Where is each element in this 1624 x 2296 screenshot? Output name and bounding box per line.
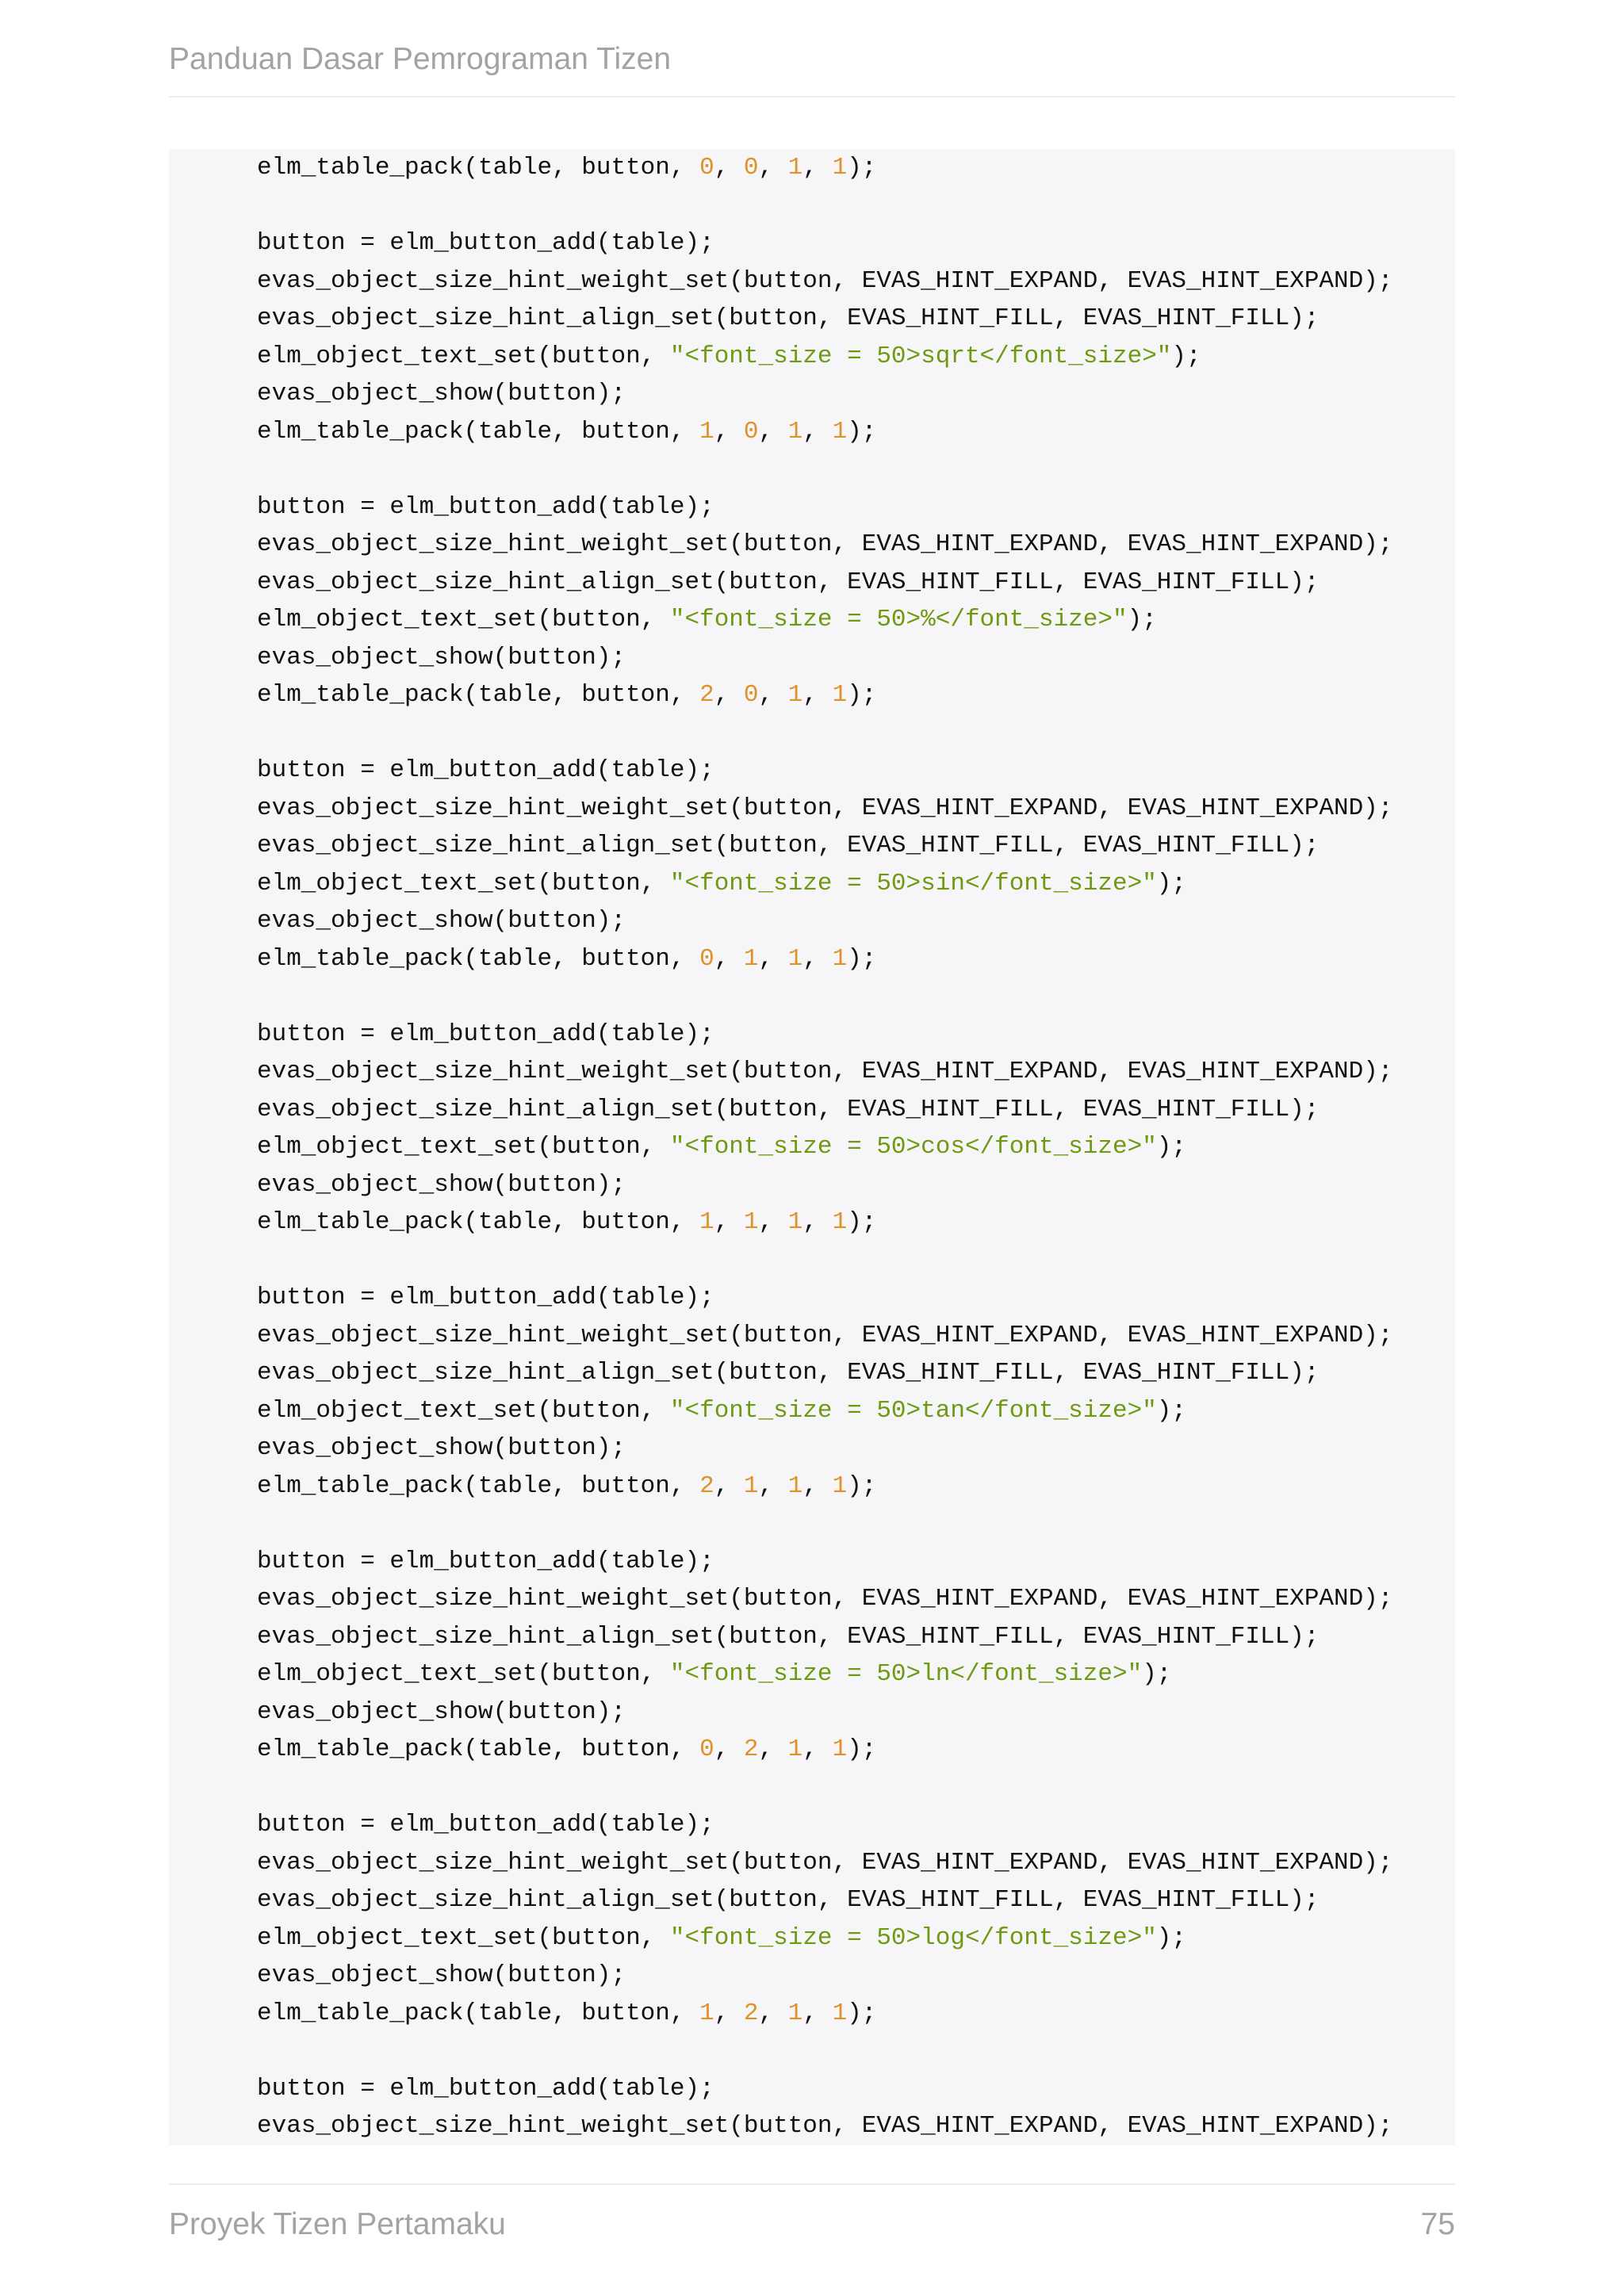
code-line xyxy=(257,1505,1392,1543)
code-line: elm_table_pack(table, button, 0, 2, 1, 1); xyxy=(257,1735,877,1763)
footer-divider xyxy=(169,2183,1455,2185)
code-number-literal: 1 xyxy=(787,1999,803,2027)
footer-book-title: Proyek Tizen Pertamaku xyxy=(169,2207,506,2241)
code-number-literal: 1 xyxy=(787,417,803,446)
code-line: evas_object_size_hint_weight_set(button, EVAS_HINT_EXPAND, EVAS_HINT_EXPAND); xyxy=(257,1848,1393,1877)
code-line: button = elm_button_add(table); xyxy=(257,1811,714,1839)
code-line: button = elm_button_add(table); xyxy=(257,1284,714,1311)
code-line: evas_object_show(button); xyxy=(257,907,626,935)
code-line: evas_object_size_hint_align_set(button, EVAS_HINT_FILL, EVAS_HINT_FILL); xyxy=(257,1622,1320,1651)
code-line xyxy=(257,187,1392,225)
code-line: elm_object_text_set(button, "<font_size = 50>sqrt</font_size>"); xyxy=(257,342,1201,370)
code-line xyxy=(257,450,1392,488)
page-number: 75 xyxy=(1420,2207,1455,2241)
code-line: evas_object_show(button); xyxy=(257,1961,626,1989)
code-line: evas_object_show(button); xyxy=(257,643,626,672)
code-number-literal: 1 xyxy=(743,1208,759,1236)
code-number-literal: 2 xyxy=(699,681,714,709)
code-number-literal: 0 xyxy=(743,681,759,709)
code-line: elm_object_text_set(button, "<font_size = 50>ln</font_size>"); xyxy=(257,1660,1172,1688)
code-line xyxy=(257,1769,1392,1807)
code-number-literal: 2 xyxy=(743,1999,759,2027)
code-line xyxy=(257,978,1392,1016)
code-line: button = elm_button_add(table); xyxy=(257,229,714,257)
code-line xyxy=(257,2032,1392,2070)
code-number-literal: 2 xyxy=(699,1471,714,1500)
code-line: button = elm_button_add(table); xyxy=(257,1547,714,1575)
code-line: evas_object_size_hint_align_set(button, EVAS_HINT_FILL, EVAS_HINT_FILL); xyxy=(257,1886,1320,1914)
code-line: evas_object_show(button); xyxy=(257,380,626,408)
code-string-literal: "<font_size = 50>cos</font_size>" xyxy=(669,1133,1157,1161)
code-line: elm_table_pack(table, button, 1, 2, 1, 1); xyxy=(257,1999,877,2027)
code-line: elm_object_text_set(button, "<font_size = 50>%</font_size>"); xyxy=(257,606,1157,633)
code-string-literal: "<font_size = 50>%</font_size>" xyxy=(669,606,1128,633)
code-line: elm_object_text_set(button, "<font_size = 50>sin</font_size>"); xyxy=(257,869,1187,897)
code-number-literal: 1 xyxy=(787,1208,803,1236)
code-number-literal: 0 xyxy=(699,154,714,182)
code-number-literal: 1 xyxy=(832,417,848,446)
code-line: button = elm_button_add(table); xyxy=(257,1020,714,1048)
code-number-literal: 1 xyxy=(832,1471,848,1500)
code-block xyxy=(169,149,1455,2145)
code-line: elm_object_text_set(button, "<font_size = 50>tan</font_size>"); xyxy=(257,1396,1187,1425)
code-line: elm_table_pack(table, button, 2, 1, 1, 1); xyxy=(257,1471,877,1500)
code-number-literal: 0 xyxy=(743,417,759,446)
code-line: button = elm_button_add(table); xyxy=(257,756,714,784)
code-line: elm_object_text_set(button, "<font_size = 50>log</font_size>"); xyxy=(257,1923,1187,1952)
code-line: evas_object_size_hint_align_set(button, EVAS_HINT_FILL, EVAS_HINT_FILL); xyxy=(257,568,1320,596)
code-line: evas_object_size_hint_align_set(button, EVAS_HINT_FILL, EVAS_HINT_FILL); xyxy=(257,1359,1320,1387)
code-lines xyxy=(257,149,1392,2145)
code-number-literal: 1 xyxy=(699,417,714,446)
code-line: button = elm_button_add(table); xyxy=(257,492,714,521)
code-number-literal: 1 xyxy=(832,1208,848,1236)
code-line: evas_object_show(button); xyxy=(257,1697,626,1726)
code-number-literal: 1 xyxy=(787,1471,803,1500)
page-header-title: Panduan Dasar Pemrograman Tizen xyxy=(169,42,672,76)
code-number-literal: 1 xyxy=(832,1999,848,2027)
code-number-literal: 1 xyxy=(787,1735,803,1763)
code-line xyxy=(257,1242,1392,1280)
code-line: evas_object_size_hint_weight_set(button, EVAS_HINT_EXPAND, EVAS_HINT_EXPAND); xyxy=(257,266,1393,295)
code-number-literal: 1 xyxy=(743,1471,759,1500)
code-line: elm_table_pack(table, button, 1, 0, 1, 1); xyxy=(257,417,877,446)
code-number-literal: 0 xyxy=(699,944,714,973)
code-number-literal: 1 xyxy=(743,944,759,973)
code-line: evas_object_show(button); xyxy=(257,1170,626,1199)
code-number-literal: 1 xyxy=(699,1999,714,2027)
code-line: evas_object_size_hint_weight_set(button, EVAS_HINT_EXPAND, EVAS_HINT_EXPAND); xyxy=(257,530,1393,558)
code-line: evas_object_size_hint_weight_set(button, EVAS_HINT_EXPAND, EVAS_HINT_EXPAND); xyxy=(257,1321,1393,1349)
code-number-literal: 1 xyxy=(832,681,848,709)
code-number-literal: 2 xyxy=(743,1735,759,1763)
code-string-literal: "<font_size = 50>log</font_size>" xyxy=(669,1923,1157,1952)
code-line: evas_object_size_hint_align_set(button, EVAS_HINT_FILL, EVAS_HINT_FILL); xyxy=(257,832,1320,859)
code-line: elm_table_pack(table, button, 0, 0, 1, 1); xyxy=(257,154,877,182)
code-number-literal: 0 xyxy=(699,1735,714,1763)
code-line xyxy=(257,714,1392,752)
code-line: evas_object_size_hint_align_set(button, EVAS_HINT_FILL, EVAS_HINT_FILL); xyxy=(257,304,1320,332)
code-line: elm_table_pack(table, button, 2, 0, 1, 1); xyxy=(257,681,877,709)
code-number-literal: 1 xyxy=(787,154,803,182)
code-number-literal: 0 xyxy=(743,154,759,182)
code-number-literal: 1 xyxy=(832,944,848,973)
code-number-literal: 1 xyxy=(787,681,803,709)
code-line: evas_object_size_hint_weight_set(button, EVAS_HINT_EXPAND, EVAS_HINT_EXPAND); xyxy=(257,1058,1393,1085)
code-line: button = elm_button_add(table); xyxy=(257,2074,714,2103)
code-number-literal: 1 xyxy=(699,1208,714,1236)
code-line: elm_table_pack(table, button, 1, 1, 1, 1); xyxy=(257,1208,877,1236)
code-line: evas_object_size_hint_weight_set(button, EVAS_HINT_EXPAND, EVAS_HINT_EXPAND); xyxy=(257,794,1393,822)
code-line: elm_object_text_set(button, "<font_size = 50>cos</font_size>"); xyxy=(257,1133,1187,1161)
header-divider xyxy=(169,96,1455,98)
code-number-literal: 1 xyxy=(787,944,803,973)
code-string-literal: "<font_size = 50>ln</font_size>" xyxy=(669,1660,1143,1688)
code-number-literal: 1 xyxy=(832,154,848,182)
code-string-literal: "<font_size = 50>tan</font_size>" xyxy=(669,1396,1157,1425)
code-number-literal: 1 xyxy=(832,1735,848,1763)
code-line: elm_table_pack(table, button, 0, 1, 1, 1); xyxy=(257,944,877,973)
code-line: evas_object_size_hint_weight_set(button, EVAS_HINT_EXPAND, EVAS_HINT_EXPAND); xyxy=(257,1585,1393,1613)
code-line: evas_object_show(button); xyxy=(257,1434,626,1462)
code-line: evas_object_size_hint_weight_set(button, EVAS_HINT_EXPAND, EVAS_HINT_EXPAND); xyxy=(257,2112,1393,2140)
code-line: evas_object_size_hint_align_set(button, EVAS_HINT_FILL, EVAS_HINT_FILL); xyxy=(257,1095,1320,1123)
code-string-literal: "<font_size = 50>sin</font_size>" xyxy=(669,869,1157,897)
code-string-literal: "<font_size = 50>sqrt</font_size>" xyxy=(669,342,1172,370)
